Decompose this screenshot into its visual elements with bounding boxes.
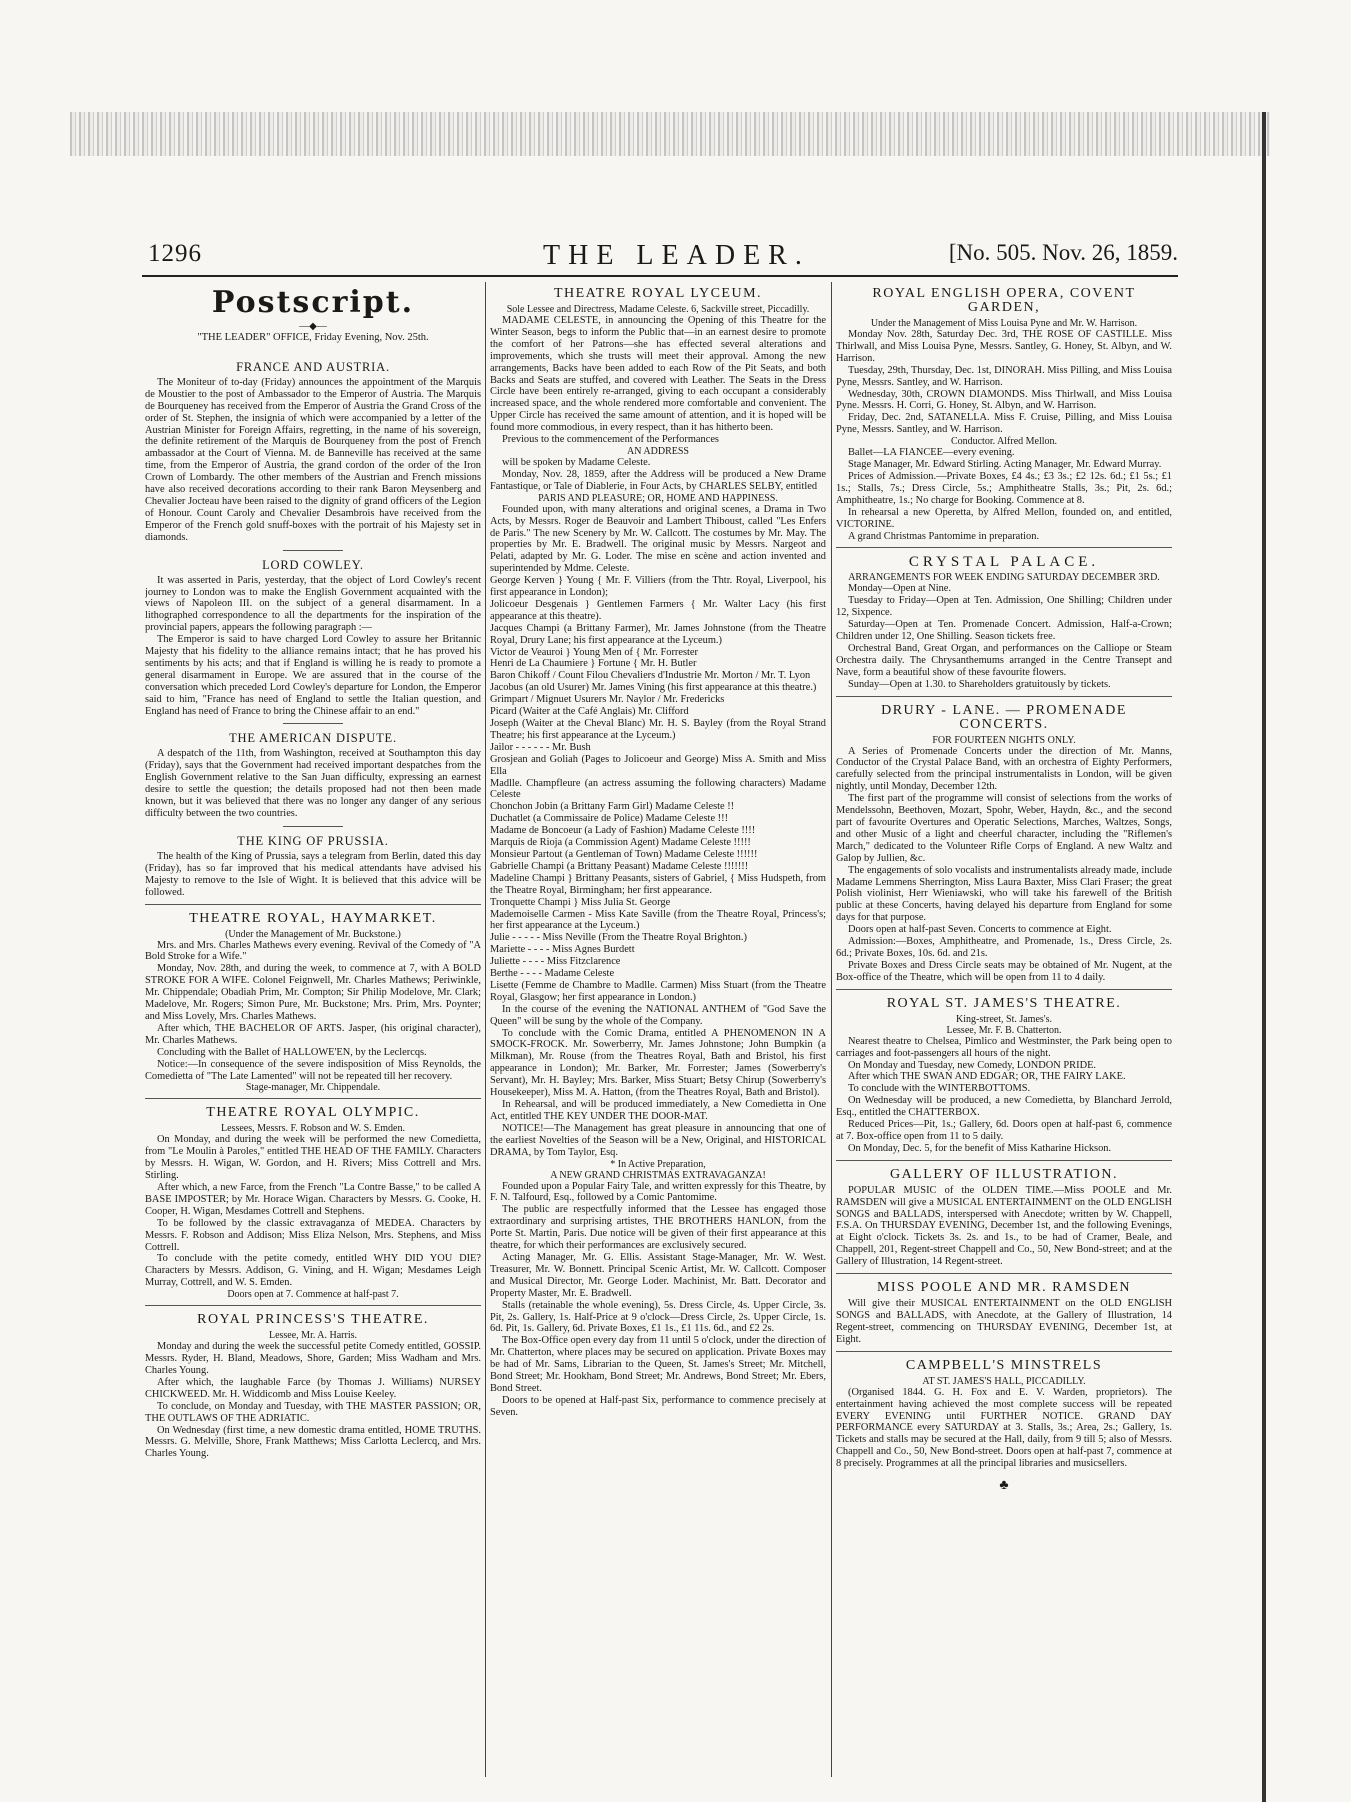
article-paragraph: Acting Manager, Mr. G. Ellis. Assistant Stage-Manager, Mr. W. West. Treasurer, Mr. W. Bonnett. Principal Scenic Artist, Mr. W. Callcott. Composer and Musical Director, Mr. George Loder. Machinist, Mr. Batt. Decorator and Property Master, Mr. E. Bradwell. (490, 1251, 826, 1299)
separator (283, 723, 343, 724)
article-paragraph: Monday and during the week the successful petite Comedy entitled, GOSSIP. Messrs. Ryder, H. Bland, Meadows, Shore, Garden; Miss Wadham and Mrs. Charles Young. (145, 1341, 481, 1376)
article-paragraph: MADAME CELESTE, in announcing the Opening of this Theatre for the Winter Season, begs to inform the Public that—in an earnest desire to promote the comfort of her Patrons—she has effected several alterations and improvements, which she trusts will meet their approval. Among the new arrangements, Backs have been added to each Row of the Pit Seats, and both Backs and Seats are stuffed, and covered with Leather. The Seats in the Dress Circle have been entirely re-arranged, giving to each occupant a considerably increased space, and the whole rendered more comfortable and convenient. The Upper Circle has received the same amount of attention, and it is hoped will be found more commodious, in every respect, than it has hitherto been. (490, 315, 826, 434)
page-header (148, 240, 1178, 280)
article-paragraph: To conclude with the Comic Drama, entitled A PHENOMENON IN A SMOCK-FROCK. Mr. Sowerberry, Mr. James Johnstone; John Bumpkin (a Milkman), Mr. Rouse (from the Theatres Royal, Bath and Bristol, his first appearance in London); Mr. Barker, Mr. Forrester; James (Sowerberry's Servant), Mr. H. Bayley; Mrs. Barker, Miss Stuart; Betsy Chirup (Sowerberry's Housekeeper), Miss M. A. Hatton, (from the Theatres Royal, Bath and Bristol). (490, 1027, 826, 1099)
column-rule (485, 282, 486, 1777)
theatre-subheading: FOR FOURTEEN NIGHTS ONLY. (932, 734, 1076, 746)
address-title: AN ADDRESS (627, 445, 689, 457)
separator (836, 1160, 1172, 1161)
article-paragraph: Saturday—Open at Ten. Promenade Concert. Admission, Half-a-Crown; Children under 12, One Shilling. Season tickets free. (836, 619, 1172, 643)
theatre-subheading: Lessee, Mr. F. B. Chatterton. (946, 1024, 1062, 1036)
article-paragraph: Ballet—LA FIANCEE—every evening. (848, 447, 1015, 459)
article-paragraph: Sunday—Open at 1.30. to Shareholders gratuitously by tickets. (848, 678, 1111, 690)
article-paragraph: Doors to be opened at Half-past Six, performance to commence precisely at Seven. (490, 1394, 826, 1418)
theatre-heading: CAMPBELL'S MINSTRELS (905, 1357, 1103, 1373)
article-paragraph: On Monday and Tuesday, new Comedy, LONDON PRIDE. (848, 1059, 1097, 1071)
article-paragraph: It was asserted in Paris, yesterday, that the object of Lord Cowley's recent journey to London was to make the English Government acquainted with the views of Napoleon III. on the subject of a general disarmament. In a lithographed correspondence to all the departments for the inspiration of the provincial papers, appears the following paragraph :— (145, 574, 481, 634)
article-paragraph: A grand Christmas Pantomime in preparation. (848, 530, 1040, 542)
article-paragraph: POPULAR MUSIC of the OLDEN TIME.—Miss POOLE and Mr. RAMSDEN will give a MUSICAL ENTERTAINMENT on the OLD ENGLISH SONGS and BALLADS, interspersed with Anecdote; written by W. Chappell, F.S.A. On THURSDAY EVENING, December 1st, and the following Evenings, at Eight o'clock. Tickets 3s. 2s. and 1s., to be had of Cramer, Beale, and Chappell, 201, Regent-street Chappell and Co., 50, New Bond-street; and at the Gallery of Illustration, 14 Regent-street. (836, 1184, 1172, 1268)
article-paragraph: Stage Manager, Mr. Edward Stirling. Acting Manager, Mr. Edward Murray. (848, 459, 1162, 471)
cast-line: Chonchon Jobin (a Brittany Farm Girl) Madame Celeste !! (490, 801, 735, 813)
postscript-heading: Postscript. (211, 285, 415, 320)
article-paragraph: Monday, Nov. 28th, and during the week, to commence at 7, with A BOLD STROKE FOR A WIFE. Colonel Feignwell, Mr. Charles Mathews; Periwinkle, Mr. Chippendale; Obadiah Prim, Mr. Compton; Sir Philip Modelove, Mr. Clark; Madelove, Mr. Rogers; Simon Pure, Mr. Buckstone; Mrs. Prim, Mrs. Poynter; and Miss Lovely, Mrs. Charles Mathews. (145, 963, 481, 1022)
article-paragraph: To conclude, on Monday and Tuesday, with THE MASTER PASSION; OR, THE OUTLAWS OF THE ADRIATIC. (145, 1400, 481, 1424)
article-paragraph: On Wednesday will be produced, a new Comedietta, by Blanchard Jerrold, Esq., entitled the CHATTERBOX. (836, 1095, 1172, 1119)
article-paragraph: Wednesday, 30th, CROWN DIAMONDS. Miss Thirlwall, and Miss Louisa Pyne. Messrs. H. Corri, G. Honey, St. Albyn, and W. Harrison. (836, 388, 1172, 412)
article-paragraph: In rehearsal a new Operetta, by Alfred Mellon, founded on, and entitled, VICTORINE. (836, 506, 1172, 530)
article-paragraph: Founded upon a Popular Fairy Tale, and written expressly for this Theatre, by F. N. Talfourd, Esq., followed by a Comic Pantomime. (490, 1180, 826, 1204)
column-right (836, 280, 1172, 1780)
article-paragraph: A Series of Promenade Concerts under the direction of Mr. Manns, Conductor of the Crystal Palace Band, with an orchestra of Eighty Performers, carefully selected from the principal instrumentalists in London, will be given nightly, until Monday, December 12th. (836, 745, 1172, 793)
article-paragraph: The Moniteur of to-day (Friday) announces the appointment of the Marquis de Moustier to the post of Ambassador to the Emperor of Austria. The Marquis de Bourqueney has received from the Emperor of Austria the Grand Cross of the order of St. Stephen, the insignia of which were accompanied by a letter of the Austrian Minister for Foreign Affairs, regretting, in the name of his sovereign, the definite retirement of the Marquis de Bourqueney from the post of French ambassador at the Court of Vienna. M. de Banneville has received at the same time, from the Emperor of Austria, the grand cordon of the order of the Iron Crown of Lombardy. The other members of the Austrian and French missions have also received decorations according to their rank Baron Meysenberg and Chevalier Jocteau have been raised to the dignity of grand officers of the Legion of Honour. Count Caroly and Chevalier Desambrois have received from the Emperor of the French gold snuff-boxes with the portrait of his Majesty set in diamonds. (145, 376, 481, 543)
article-paragraph: On Monday, and during the week will be performed the new Comedietta, from "Le Moulin à Paroles," entitled THE HEAD OF THE FAMILY. Characters by Messrs. H. Wigan, W. Gordon, and H. Rivers; Miss Cottrell and Mrs. Stirling. (145, 1134, 481, 1182)
separator (145, 904, 481, 905)
cast-line: Gabrielle Champi (a Brittany Peasant) Madame Celeste !!!!!!! (490, 860, 749, 872)
theatre-heading: DRURY - LANE. — PROMENADE CONCERTS. (881, 702, 1127, 732)
article-paragraph: Monday—Open at Nine. (848, 583, 952, 595)
article-heading: FRANCE AND AUSTRIA. (236, 359, 390, 374)
cast-line: Joseph (Waiter at the Cheval Blanc) Mr. H. S. Bayley (from the Royal Strand Theatre; his first appearance at the Lyceum.) (490, 718, 826, 741)
office-dateline: "THE LEADER" OFFICE, Friday Evening, Nov. 25th. (197, 332, 429, 343)
cast-line: Madlle. Champfleure (an actress assuming the following characters) Madame Celeste (490, 777, 826, 801)
article-signoff: Doors open at 7. Commence at half-past 7. (227, 1289, 399, 1301)
theatre-heading: ROYAL PRINCESS'S THEATRE. (197, 1312, 429, 1328)
header-rule (142, 275, 1178, 277)
separator (836, 989, 1172, 990)
article-paragraph: Tuesday to Friday—Open at Ten. Admission, One Shilling; Children under 12, Sixpence. (836, 595, 1172, 619)
theatre-heading: ROYAL ENGLISH OPERA, COVENT GARDEN, (872, 286, 1136, 315)
article-paragraph: In Rehearsal, and will be produced immediately, a New Comedietta in One Act, entitled THE KEY UNDER THE DOOR-MAT. (490, 1099, 826, 1122)
theatre-heading: THEATRE ROYAL OLYMPIC. (206, 1105, 420, 1121)
page-number: 1296 (148, 240, 202, 267)
article-paragraph: Private Boxes and Dress Circle seats may be obtained of Mr. Nugent, at the Box-office of the Theatre, which will be open from 11 to 4 daily. (836, 959, 1172, 983)
separator (283, 550, 343, 551)
article-signoff: Stage-manager, Mr. Chippendale. (245, 1082, 381, 1094)
article-paragraph: To conclude with the petite comedy, entitled WHY DID YOU DIE? Characters by Messrs. Addison, G. Vining, and H. Wigan; Mesdames Leigh Murray, Cottrell, and W. S. Emden. (145, 1253, 481, 1289)
preparation-note: * In Active Preparation, (610, 1158, 706, 1170)
article-paragraph: Stalls (retainable the whole evening), 5s. Dress Circle, 4s. Upper Circle, 3s. Pit, 2s. Gallery, 1s. Half-Price at 9 o'clock—Dress Circle, 2s. Upper Circle, 1s. 6d. Pit, 1s. Gallery, 6d. Private Boxes, £1 1s., £1 11s. 6d., and £2 2s. (490, 1299, 826, 1335)
article-paragraph: After which, THE BACHELOR OF ARTS. Jasper, (his original character), Mr. Charles Mathews. (145, 1022, 481, 1046)
ornament-rule: —◆— (299, 321, 327, 332)
separator (836, 1273, 1172, 1274)
article-paragraph: The engagements of solo vocalists and instrumentalists already made, include Madame Lemmens Sherrington, Miss Laura Baxter, Miss Clari Fraser; the great Polish violinist, Herr Wieniawski, who will take his farewell of the British public at these Concerts, having delayed his departure from England for some days for that purpose. (836, 864, 1172, 924)
article-paragraph: Notice:—In consequence of the severe indisposition of Miss Reynolds, the Comedietta of "The Late Lamented" will not be repeated till her recovery. (145, 1058, 481, 1082)
article-paragraph: The health of the King of Prussia, says a telegram from Berlin, dated this day (Friday), has so far improved that his medical attendants have advised his Majesty to remove to the Isle of Wight. It is believed that this advice will be followed. (145, 850, 481, 898)
theatre-subheading: Sole Lessee and Directress, Madame Celeste. 6, Sackville street, Piccadilly. (506, 304, 810, 315)
article-paragraph: To be followed by the classic extravaganza of MEDEA. Characters by Messrs. F. Robson and Addison; Miss Eliza Nelson, Mrs. Stephens, and Miss Cottrell. (145, 1217, 481, 1253)
issue-date: [No. 505. Nov. 26, 1859. (948, 240, 1178, 265)
theatre-subheading: King-street, St. James's. (956, 1013, 1052, 1025)
cast-line: Grosjean and Goliah (Pages to Jolicoeur and George) Miss A. Smith and Miss Ella (490, 753, 826, 777)
separator (836, 1351, 1172, 1352)
theatre-subheading: (Under the Management of Mr. Buckstone.) (225, 928, 401, 940)
separator (836, 696, 1172, 697)
cast-line: Mademoiselle Carmen - Miss Kate Saville (from the Theatre Royal, Princess's; her first appearance at the Lyceum.) (490, 908, 826, 932)
article-paragraph: Reduced Prices—Pit, 1s.; Gallery, 6d. Doors open at half-past 6, commence at 7. Box-office open from 11 to 5 daily. (836, 1119, 1172, 1142)
cast-line: Jacobus (an old Usurer) Mr. James Vining (his first appearance at this theatre.) (490, 682, 817, 694)
cast-line: Berthe - - - - Madame Celeste (490, 968, 615, 980)
extravaganza-title: A NEW GRAND CHRISTMAS EXTRAVAGANZA! (550, 1169, 766, 1181)
theatre-subheading: ARRANGEMENTS FOR WEEK ENDING SATURDAY DECEMBER 3RD. (848, 572, 1160, 584)
article-paragraph: Tuesday, 29th, Thursday, Dec. 1st, DINORAH. Miss Pilling, and Miss Louisa Pyne, Messrs. Santley, and W. Harrison. (836, 364, 1172, 388)
article-paragraph: The public are respectfully informed that the Lessee has engaged those extraordinary and surprising artistes, THE BROTHERS HANLON, from the Porte St. Martin, Paris. Due notice will be given of their first appearance at this theatre, for which their performances are exclusively secured. (490, 1204, 826, 1252)
conductor-line: Conductor. Alfred Mellon. (950, 436, 1058, 448)
article-paragraph: NOTICE!—The Management has great pleasure in announcing that one of the earliest Novelties of the Season will be a New, Original, and HISTORICAL DRAMA, by Tom Taylor, Esq. (490, 1122, 826, 1158)
article-paragraph: After which, the laughable Farce (by Thomas J. Williams) NURSEY CHICKWEED. Mr. H. Widdicomb and Miss Louise Keeley. (145, 1376, 481, 1400)
article-paragraph: To conclude with the WINTERBOTTOMS. (848, 1083, 1031, 1095)
cast-line: Juliette - - - - Miss Fitzclarence (490, 956, 621, 968)
article-paragraph: Orchestral Band, Great Organ, and performances on the Calliope or Steam Orchestra daily. The Chrysanthemums arranged in the Centre Transept and Nave, form a beautiful show of these favourite flowers. (836, 642, 1172, 678)
article-paragraph: Monday, Nov. 28, 1859, after the Address will be produced a New Drame Fantastique, or Tale of Diablerie, in Four Acts, by CHARLES SELBY, entitled (490, 468, 826, 492)
cast-line: Monsieur Partout (a Gentleman of Town) Madame Celeste !!!!!! (490, 848, 758, 860)
article-paragraph: Prices of Admission.—Private Boxes, £4 4s.; £3 3s.; £2 12s. 6d.; £1 5s.; £1 1s.; Stalls, 7s.; Dress Circle, 5s.; Amphitheatre Stalls, 3s.; Pit, 2s. 6d.; Amphitheatre, 1s.; No charge for Booking. Commence at 8. (836, 470, 1172, 506)
article-paragraph: Doors open at half-past Seven. Concerts to commence at Eight. (848, 924, 1112, 936)
article-paragraph: On Wednesday (first time, a new domestic drama entitled, HOME TRUTHS. Messrs. G. Melville, Shore, Frank Matthews; Miss Carlotta Leclercq, and Mrs. Charles Young. (145, 1424, 481, 1460)
article-paragraph: Mrs. and Mrs. Charles Mathews every evening. Revival of the Comedy of "A Bold Stroke for a Wife." (145, 939, 481, 963)
play-title: PARIS AND PLEASURE; OR, HOME AND HAPPINESS. (538, 492, 778, 504)
separator (145, 1098, 481, 1099)
cast-line: Tronquette Champi } Miss Julia St. George (490, 896, 671, 908)
theatre-heading: MISS POOLE AND MR. RAMSDEN (876, 1280, 1132, 1296)
theatre-subheading: Lessees, Messrs. F. Robson and W. S. Emden. (221, 1123, 405, 1135)
article-heading: THE KING OF PRUSSIA. (237, 833, 389, 848)
article-paragraph: In the course of the evening the NATIONAL ANTHEM of "God Save the Queen" will be sung by the whole of the Company. (490, 1003, 826, 1027)
article-paragraph: On Monday, Dec. 5, for the benefit of Miss Katharine Hickson. (848, 1142, 1112, 1154)
cast-line: George Kerven } Young { Mr. F. Villiers (from the Thtr. Royal, Liverpool, his first appearance in London); (490, 575, 826, 599)
article-paragraph: Previous to the commencement of the Performances (502, 434, 719, 446)
theatre-heading: THEATRE ROYAL, HAYMARKET. (189, 910, 437, 926)
article-paragraph: A despatch of the 11th, from Washington, received at Southampton this day (Friday), says that the Government had received important despatches from the English Government relative to the San Juan difficulty, expressing an earnest desire to settle the question; the details proposed had not then been made known, but it was believed that there was no longer any danger of any serious difficulty between the two countries. (145, 748, 481, 819)
cast-line: Madeline Champi } Brittany Peasants, sisters of Gabriel, { Miss Hudspeth, from the Theatre Royal, Birmingham; her first appearance. (490, 872, 826, 896)
article-paragraph: Concluding with the Ballet of HALLOWE'EN, by the Leclercqs. (157, 1046, 427, 1058)
cast-line: Mariette - - - - Miss Agnes Burdett (490, 944, 635, 956)
theatre-subheading: Under the Management of Miss Louisa Pyne and Mr. W. Harrison. (870, 318, 1138, 329)
article-paragraph: Friday, Dec. 2nd, SATANELLA. Miss F. Cruise, Pilling, and Miss Louisa Pyne, Messrs. Santley, and W. Harrison. (836, 412, 1172, 436)
cast-line: Jacques Champi (a Brittany Farmer), Mr. James Johnstone (from the Theatre Royal, Drury Lane; his first appearance at the Lyceum.) (490, 622, 826, 646)
article-paragraph: The Box-Office open every day from 11 until 5 o'clock, under the direction of Mr. Chatterton, where places may be secured on application. Private Boxes may be had of Mr. Sams, Librarian to the Queen, St. James's Street; Mr. Mitchell, Bond Street; Mr. Hookham, Bond Street; Mr. Andrews, Bond Street; Mr. Ebers, Bond Street. (490, 1335, 826, 1394)
separator (145, 1305, 481, 1306)
cast-line: Baron Chikoff / Count Filou Chevaliers d'Industrie Mr. Morton / Mr. T. Lyon (490, 670, 811, 682)
cast-line: Madame de Boncoeur (a Lady of Fashion) Madame Celeste !!!! (490, 825, 756, 837)
separator (836, 547, 1172, 548)
article-paragraph: The first part of the programme will consist of selections from the works of Mendelssohn, Beethoven, Mozart, Spohr, Weber, Haydn, &c., and the second part of favourite Overtures and Operatic Selections, Marches, Waltzes, Songs, and other Music of a light and cheerful character, including the "Riflemen's March," dedicated to the Volunteer Rifle Corps of England. A new Waltz and Galop by Jullien, &c. (836, 793, 1172, 864)
cast-line: Jolicoeur Desgenais } Gentlemen Farmers { Mr. Walter Lacy (his first appearance at this theatre). (490, 598, 826, 622)
column-left (145, 280, 481, 1780)
cast-line: Grimpart / Mignuet Usurers Mr. Naylor / Mr. Fredericks (490, 694, 725, 706)
cast-line: Henri de La Chaumiere } Fortune { Mr. H. Butler (490, 658, 697, 670)
article-paragraph: Will give their MUSICAL ENTERTAINMENT on the OLD ENGLISH SONGS and BALLADS, with Anecdote, at the Gallery of Illustration, 14 Regent-street, commencing on THURSDAY EVENING, December 1st, at Eight. (836, 1298, 1172, 1345)
cast-list (490, 575, 826, 1004)
article-paragraph: Nearest theatre to Chelsea, Pimlico and Westminster, the Park being open to carriages and foot-passengers all hours of the night. (836, 1035, 1172, 1059)
theatre-heading: ROYAL ST. JAMES'S THEATRE. (886, 995, 1122, 1011)
article-paragraph: After which THE SWAN AND EDGAR; OR, THE FAIRY LAKE. (848, 1071, 1126, 1083)
theatre-subheading: Lessee, Mr. A. Harris. (268, 1330, 358, 1342)
theatre-heading: GALLERY OF ILLUSTRATION. (890, 1166, 1118, 1182)
theatre-heading: CRYSTAL PALACE. (908, 554, 1100, 571)
cast-line: Duchatlet (a Commissaire de Police) Madame Celeste !!! (490, 813, 729, 825)
article-paragraph: Founded upon, with many alterations and original scenes, a Drama in Two Acts, by Messrs. Roger de Beauvoir and Lambert Thiboust, called "Les Enfers de Paris." The new Scenery by Mr. W. Callcott. The costumes by Mr. May. The properties by Mr. E. Bradwell. The original music by Messrs. Nargeot and Pelati, adapted by Mr. G. Loder. The mise en scène and action invented and superintended by Mdme. Celeste. (490, 503, 826, 575)
article-heading: LORD COWLEY. (262, 557, 364, 572)
theatre-subheading: AT ST. JAMES'S HALL, PICCADILLY. (922, 1375, 1086, 1387)
scan-noise-band (70, 112, 1270, 156)
cast-line: Julie - - - - - Miss Neville (From the Theatre Royal Brighton.) (490, 932, 747, 944)
cast-line: Victor de Veauroi } Young Men of { Mr. Forrester (490, 646, 698, 658)
cast-line: Picard (Waiter at the Café Anglais) Mr. Clifford (490, 706, 689, 718)
article-paragraph: (Organised 1844. G. H. Fox and E. V. Warden, proprietors). The entertainment having achieved the most complete success will be repeated EVERY EVENING until FURTHER NOTICE. GRAND DAY PERFORMANCE every SATURDAY at 3. Stalls, 3s.; Area, 2s.; Gallery, 1s. Tickets and stalls may be secured at the Hall, daily, from 9 till 5; also of Messrs. Chappell and Co., 50, New Bond-street. Doors open at half-past 7, commence at 8 precisely. Programmes at all the principal libraries and musicsellers. (836, 1386, 1172, 1470)
column-rule (831, 282, 832, 1777)
cast-line: Jailor - - - - - - Mr. Bush (490, 741, 591, 753)
article-paragraph: Admission:—Boxes, Amphitheatre, and Promenade, 1s., Dress Circle, 2s. 6d.; Private Boxes, 10s. 6d. and 21s. (836, 936, 1172, 959)
ornament-mark: ♣ (999, 1478, 1009, 1494)
masthead-title: THE LEADER. (543, 240, 810, 271)
separator (283, 826, 343, 827)
article-paragraph: Monday Nov. 28th, Saturday Dec. 3rd, THE ROSE OF CASTILLE. Miss Thirlwall, and Miss Louisa Pyne, Messrs. Santley, G. Honey, St. Albyn, and W. Harrison. (836, 329, 1172, 364)
article-paragraph: After which, a new Farce, from the French "La Contre Basse," to be called A BASE IMPOSTER; by Mr. Horace Wigan. Characters by Messrs. G. Cooke, H. Cooper, H. Wigan, Mesdames Cottrell and Stephens. (145, 1182, 481, 1217)
column-middle (490, 280, 826, 1780)
article-paragraph: will be spoken by Madame Celeste. (502, 456, 651, 468)
cast-line: Marquis de Rioja (a Commission Agent) Madame Celeste !!!!! (490, 837, 751, 849)
article-heading: THE AMERICAN DISPUTE. (229, 731, 397, 746)
scan-edge-line (1262, 112, 1266, 1802)
article-paragraph: The Emperor is said to have charged Lord Cowley to assure her Britannic Majesty that his fidelity to the alliance remains intact; that he has proved his sentiments by his acts; and that if England is willing he is ready to promote a general disarmament in Europe. We are assured that in the course of the conversation which preceded Lord Cowley's departure for London, the Emperor said to him, "France has need of England to settle the Italian question, and England has need of France to bring the Chinese affair to an end." (145, 634, 481, 717)
cast-line: Lisette (Femme de Chambre to Madlle. Carmen) Miss Stuart (from the Theatre Royal, Glasgow; her first appearance in London.) (490, 979, 826, 1003)
theatre-heading: THEATRE ROYAL LYCEUM. (553, 286, 763, 301)
